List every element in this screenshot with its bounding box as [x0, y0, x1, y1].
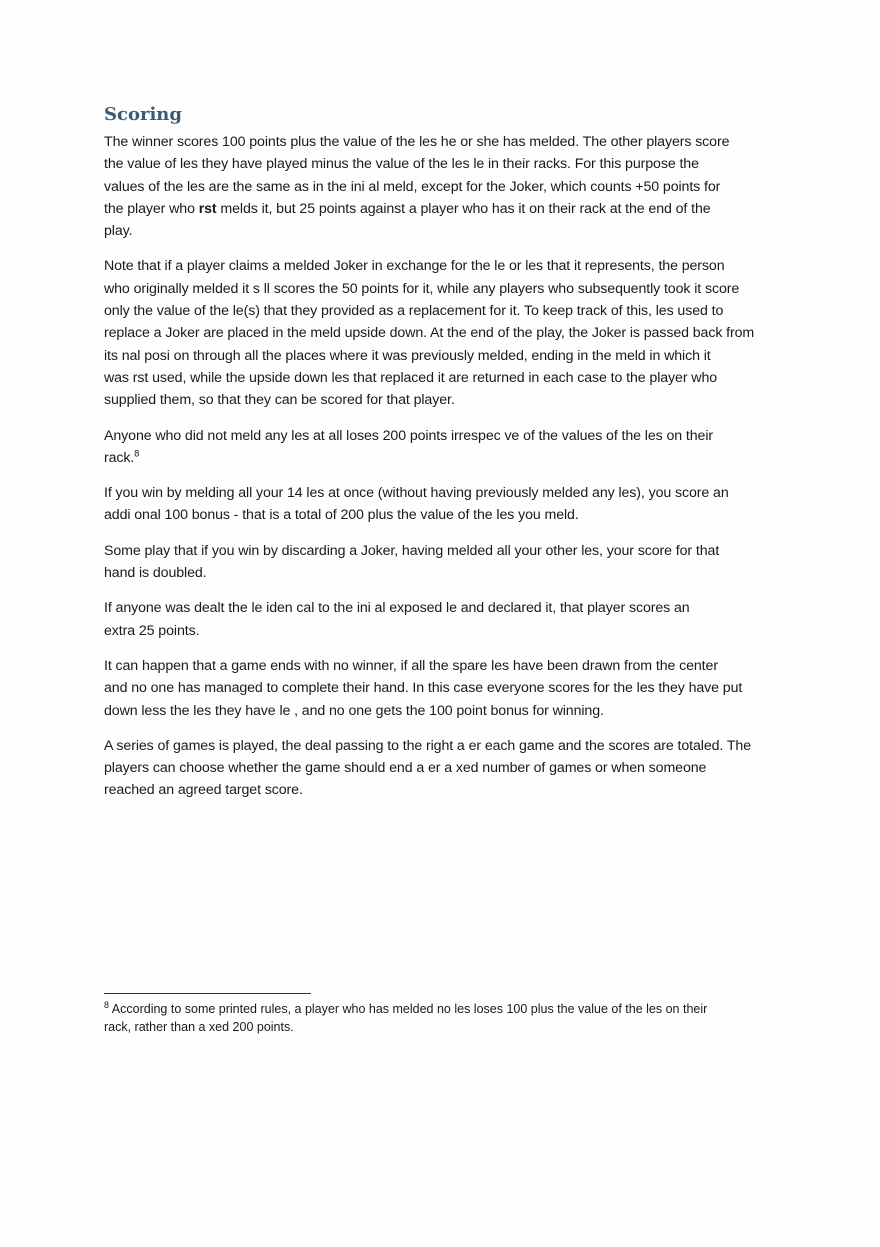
paragraph-winner-scoring [104, 131, 784, 242]
paragraph-no-winner: It can happen that a game ends with no winner, if all the spare les have been drawn from the center and no one has managed to complete their hand. In this case everyone scores for the les they have put down less the les they have le , and no one gets the 100 point bonus for winning. [104, 657, 743, 719]
paragraph-joker-discard: Some play that if you win by discarding a Joker, having melded all your other les, your score for that hand is doubled. [104, 542, 720, 582]
footnote-text: According to some printed rules, a player who has melded no les loses 100 plus the value of the les on their rack, rather than a xed 200 points. [104, 1002, 708, 1034]
paragraph-text: The winner scores 100 points plus the value of the les he or she has melded. The other players score the value of les they have played minus the value of the les le in their racks. For this purpose the values of the les are the same as in the ini al meld, except for the Joker, which counts +50 points for the player who [104, 134, 730, 217]
paragraph-exposed-tile: If anyone was dealt the le iden cal to the ini al exposed le and declared it, that player scores an extra 25 points. [104, 600, 690, 639]
paragraph-text: melds it, but 25 points against a player who has it on their rack at the end of the play. [104, 200, 711, 240]
bold-text: rst [198, 200, 217, 217]
paragraph-all-at-once-bonus: If you win by melding all your 14 les at once (without having previously melded any les), you score an addi onal 100 bonus - that is a total of 200 plus the value of the les you meld. [104, 485, 729, 524]
paragraph-series-of-games: A series of games is played, the deal passing to the right a er each game and the scores are totaled. The players can choose whether the game should end a er a xed number of games or when someone reached an agreed target score. [104, 737, 751, 799]
footnote-reference[interactable]: 8 [134, 448, 140, 459]
section-heading: Scoring [104, 104, 182, 125]
footnote-divider [104, 993, 311, 994]
paragraph-text: Anyone who did not meld any les at all loses 200 points irrespec ve of the values of the les on their rack. [104, 427, 713, 466]
paragraph-joker-exchange: Note that if a player claims a melded Joker in exchange for the le or les that it represents, the person who originally melded it s ll scores the 50 points for it, while any players who subsequently took it score only the value of the le(s) that they provided as a replacement for it. To keep track of this, les used to replace a Joker are placed in the meld upside down. At the end of the play, the Joker is passed back from its nal posi on through all the places where it was previously melded, ending in the meld in which it was rst used, while the upside down les that replaced it are returned in each case to the player who supplied them, so that they can be scored for that player. [104, 258, 755, 409]
footnote [104, 1000, 784, 1036]
main-content [104, 103, 784, 815]
footnote-number: 8 [104, 999, 110, 1010]
paragraph-no-meld-penalty [104, 425, 784, 470]
